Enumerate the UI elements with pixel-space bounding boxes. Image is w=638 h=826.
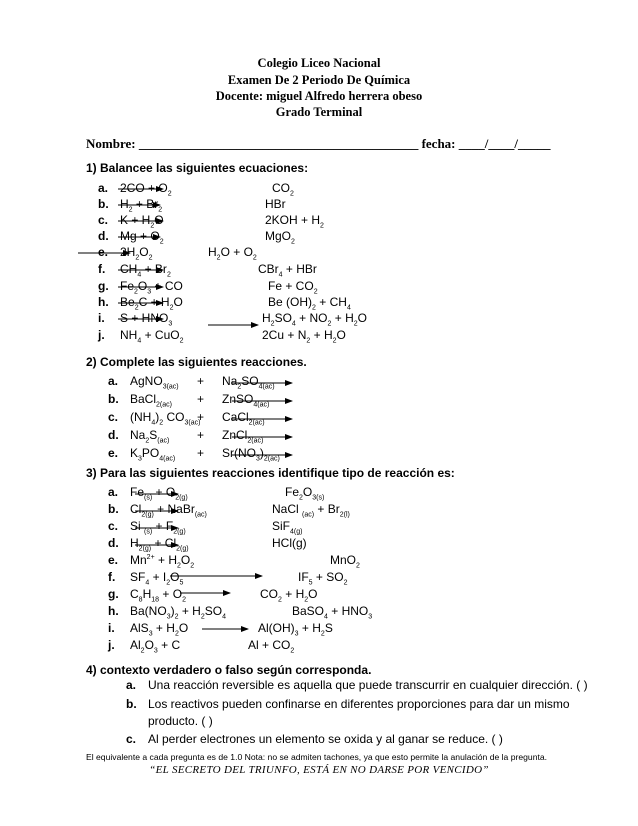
reaction-d-plus: + (197, 428, 205, 442)
equation-a-products: $CO_2$ (272, 181, 294, 198)
reaction-c-plus: + (197, 410, 205, 424)
section-1-title: 1) Balancee las siguientes ecuaciones: (86, 161, 309, 175)
reaction-3d-products: HCl(g) (272, 536, 307, 550)
footer-note: El equivalente a cada pregunta es de 1.0 Nota: no se admiten tachones, ya que esto permite la anulación de la pregunta. (86, 752, 548, 762)
reaction-3a-reactants: a. $Fe_{(s)} + O_{2(g)}$ (108, 485, 188, 502)
equation-a-reactants: a. $2CO + O_2$ (98, 181, 172, 198)
reaction-3i-reactants: i. $AlS_3 + H_2O$ (108, 621, 189, 638)
equation-e-products: $H_2O + O_2$ (208, 245, 257, 262)
reaction-3c-reactants: c. Si $_{(s)} + F_{2(g)}$ (108, 519, 186, 536)
equation-d-reactants: d. $Mg + O_2$ (98, 229, 164, 246)
equation-g-reactants: g. $Fe_2O_3$ + CO (98, 279, 183, 296)
equation-h-reactants: h. $Be_2C + H_2O$ (98, 295, 183, 312)
motto: “EL SECRETO DEL TRIUNFO, ESTÁ EN NO DARSE POR VENCIDO” (149, 764, 489, 776)
reaction-b-plus: + (197, 392, 205, 406)
section-2-title: 2) Complete las siguientes reacciones. (86, 355, 307, 369)
reaction-3e-reactants: e. $Mn^{2+} + H_2O_2$ (108, 553, 195, 570)
reaction-a-plus: + (197, 374, 205, 388)
reaction-3h-reactants: h. $Ba(NO_3)_2 + H_2SO_4$ (108, 604, 226, 621)
reaction-a-reactant-1: a. AgNO$_{3(ac)}$ (108, 374, 179, 391)
reaction-3g-products: $CO_2 + H_2O$ (260, 587, 318, 604)
reaction-3f-reactants: f. $SF_4 + I_2O_5$ (108, 570, 184, 587)
reaction-3g-reactants: g. $C_8H_{18} + O_2$ (108, 587, 186, 604)
reaction-e-reactant-2: $Sr(NO_3)_{2(ac)}$ (222, 446, 280, 463)
statement-0: a. Una reacción reversible es aquella que puede transcurrir en cualquier dirección. ( ) (126, 678, 588, 692)
reaction-3h-products: BaSO$_4$ + $HNO_3$ (292, 604, 373, 621)
statement-2: producto. ( ) (148, 714, 213, 728)
reaction-b-reactant-2: ZnSO$_{4(ac)}$ (222, 392, 270, 409)
equation-j-products: $2Cu + N_2 + H_2O$ (262, 328, 346, 345)
reaction-e-reactant-1: e. $K_3PO_{4(ac)}$ (108, 446, 176, 463)
equation-d-products: MgO$_2$ (265, 229, 295, 246)
section-4-title: 4) contexto verdadero o falso según corresponda. (86, 663, 372, 677)
reaction-d-reactant-1: d. $Na_2S_{(ac)}$ (108, 428, 170, 445)
reaction-d-reactant-2: ZnCl$_{2(ac)}$ (222, 428, 264, 445)
equation-c-products: $2KOH + H_2$ (265, 213, 324, 230)
reaction-b-reactant-1: b. BaCl$_{2(ac)}$ (108, 392, 172, 409)
reaction-3b-products: NaCl $_{(ac)} + Br_{2(l)}$ (272, 502, 350, 519)
equation-b-reactants: b. $H_2 + Br_2$ (98, 197, 163, 214)
reaction-3d-reactants: d. $H_{2(g)} + Cl_{2(g)}$ (108, 536, 189, 553)
statement-3: c. Al perder electrones un elemento se oxida y al ganar se reduce. ( ) (126, 732, 503, 746)
reaction-e-plus: + (197, 446, 205, 460)
equation-g-products: $Fe + CO_2$ (268, 279, 318, 296)
reaction-3j-reactants: j. $Al_2O_3 + C$ (108, 638, 181, 655)
equation-e-reactants: e. $2H_2O_2$ (98, 245, 153, 262)
teacher-name: Docente: miguel Alfredo herrera obeso (215, 89, 423, 103)
reaction-3e-products: MnO$_2$ (330, 553, 360, 570)
reaction-3f-products: $IF_5 + SO_2$ (298, 570, 348, 587)
reaction-3a-products: $Fe_2O_{3(s)}$ (285, 485, 325, 502)
reaction-c-reactant-2: CaCl$_{2(ac)}$ (222, 410, 265, 427)
equation-f-reactants: f. $CH_4 + Br_2$ (98, 262, 171, 279)
reaction-3i-products: $Al(OH)_3 + H_2S$ (258, 621, 333, 638)
reaction-3c-products: SiF$_{4(g)}$ (272, 519, 303, 536)
name-date-line: Nombre: ___________________________________________ fecha: ____/____/_____ (86, 136, 551, 151)
grade-label: Grado Terminal (275, 105, 363, 119)
equation-h-products: Be $(OH)_2 + CH_4$ (268, 295, 351, 312)
section-3-title: 3) Para las siguientes reacciones identifique tipo de reacción es: (86, 466, 455, 480)
equation-b-products: HBr (265, 197, 286, 211)
reaction-3b-reactants: b. $Cl_{2(g)}$ + NaBr$_{(ac)}$ (108, 502, 207, 519)
exam-title: Examen De 2 Periodo De Química (227, 73, 411, 87)
reaction-a-reactant-2: $Na_2SO_{4(ac)}$ (222, 374, 275, 391)
equation-i-products: $H_2SO_4 + NO_2 + H_2O$ (262, 311, 368, 328)
equation-f-products: CBr$_4$ + HBr (258, 262, 317, 279)
equation-c-reactants: c. $K + H_2O$ (98, 213, 164, 230)
school-name: Colegio Liceo Nacional (257, 56, 381, 70)
equation-j-reactants: j. $NH_4 + CuO_2$ (98, 328, 184, 345)
statement-1: b. Los reactivos pueden confinarse en diferentes proporciones para dar un mismo (126, 697, 570, 711)
reaction-c-reactant-1: c. $(NH_4)_2$ $CO_{3(ac)}$ (108, 410, 201, 427)
equation-i-reactants: i. $S + HNO_3$ (98, 311, 173, 328)
reaction-3j-products: $Al + CO_2$ (248, 638, 295, 655)
